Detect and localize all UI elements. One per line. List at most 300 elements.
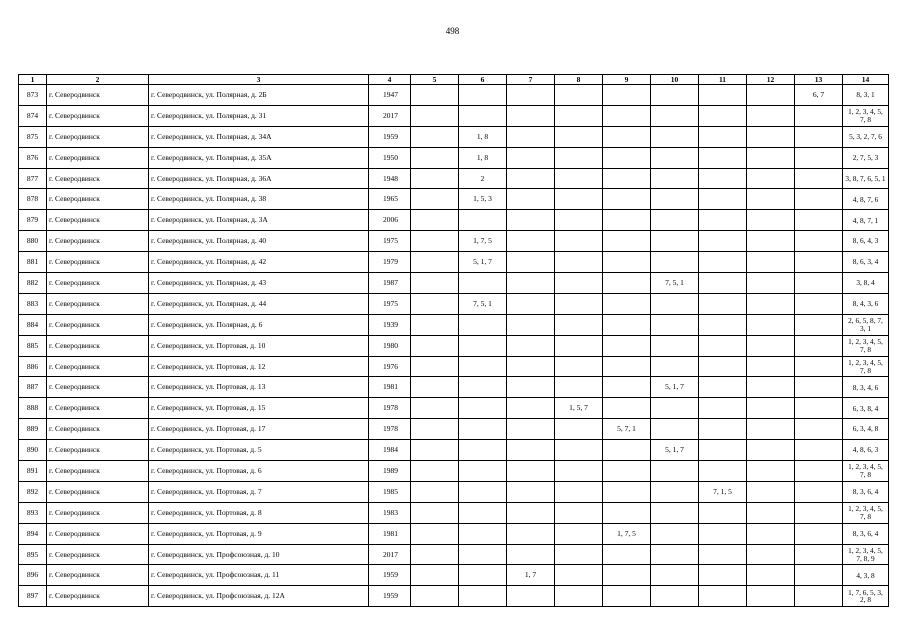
table-cell-col-12 <box>747 252 795 273</box>
table-cell-col-11 <box>699 398 747 419</box>
table-cell-col-6: 1, 7, 5 <box>459 231 507 252</box>
table-cell-col-9 <box>603 147 651 168</box>
table-cell-col-3: г. Северодвинск, ул. Полярная, д. 3А <box>149 210 369 231</box>
table-cell-col-9 <box>603 293 651 314</box>
table-cell-col-2: г. Северодвинск <box>47 502 149 523</box>
table-cell-col-11 <box>699 147 747 168</box>
table-cell-col-6 <box>459 419 507 440</box>
table-cell-col-14: 4, 8, 7, 6 <box>843 189 889 210</box>
table-cell-col-2: г. Северодвинск <box>47 252 149 273</box>
table-cell-col-9 <box>603 189 651 210</box>
table-cell-col-14: 4, 3, 8 <box>843 565 889 586</box>
table-cell-col-7 <box>507 252 555 273</box>
table-cell-col-11 <box>699 126 747 147</box>
table-cell-col-3: г. Северодвинск, ул. Профсоюзная, д. 10 <box>149 544 369 565</box>
table-cell-col-10 <box>651 231 699 252</box>
table-cell-col-10 <box>651 210 699 231</box>
table-cell-col-6 <box>459 398 507 419</box>
table-row <box>19 168 889 189</box>
table-cell-col-7 <box>507 335 555 356</box>
table-cell-col-12 <box>747 85 795 106</box>
table-cell-col-5 <box>411 481 459 502</box>
table-cell-col-11 <box>699 252 747 273</box>
table-cell-col-4: 1976 <box>369 356 411 377</box>
table-header-row <box>19 75 889 85</box>
table-cell-col-3: г. Северодвинск, ул. Портовая, д. 5 <box>149 440 369 461</box>
table-cell-col-1: 882 <box>19 273 47 294</box>
table-cell-col-9 <box>603 273 651 294</box>
table-cell-col-11 <box>699 210 747 231</box>
table-cell-col-5 <box>411 523 459 544</box>
table-cell-col-1: 873 <box>19 85 47 106</box>
table-cell-col-12 <box>747 502 795 523</box>
table-cell-col-1: 888 <box>19 398 47 419</box>
table-cell-col-6 <box>459 210 507 231</box>
table-cell-col-11 <box>699 523 747 544</box>
table-cell-col-3: г. Северодвинск, ул. Портовая, д. 15 <box>149 398 369 419</box>
table-cell-col-3: г. Северодвинск, ул. Портовая, д. 7 <box>149 481 369 502</box>
table-cell-col-13 <box>795 565 843 586</box>
table-cell-col-8 <box>555 544 603 565</box>
table-row <box>19 252 889 273</box>
table-cell-col-8 <box>555 126 603 147</box>
table-cell-col-14: 6, 3, 8, 4 <box>843 398 889 419</box>
table-cell-col-2: г. Северодвинск <box>47 461 149 482</box>
table-cell-col-1: 880 <box>19 231 47 252</box>
table-cell-col-13 <box>795 252 843 273</box>
table-cell-col-7 <box>507 105 555 126</box>
table-cell-col-4: 2006 <box>369 210 411 231</box>
table-cell-col-2: г. Северодвинск <box>47 419 149 440</box>
table-cell-col-4: 1984 <box>369 440 411 461</box>
table-cell-col-11 <box>699 189 747 210</box>
table-cell-col-14: 8, 3, 6, 4 <box>843 523 889 544</box>
column-header-4: 4 <box>369 75 411 85</box>
table-cell-col-9 <box>603 105 651 126</box>
table-cell-col-13 <box>795 273 843 294</box>
table-cell-col-8 <box>555 377 603 398</box>
table-cell-col-2: г. Северодвинск <box>47 105 149 126</box>
table-cell-col-6 <box>459 440 507 461</box>
table-cell-col-11: 7, 1, 5 <box>699 481 747 502</box>
table-row <box>19 189 889 210</box>
table-cell-col-8 <box>555 461 603 482</box>
table-cell-col-4: 1959 <box>369 565 411 586</box>
table-cell-col-5 <box>411 544 459 565</box>
table-cell-col-9 <box>603 544 651 565</box>
table-cell-col-14: 4, 8, 7, 1 <box>843 210 889 231</box>
table-cell-col-10: 5, 1, 7 <box>651 377 699 398</box>
table-cell-col-1: 891 <box>19 461 47 482</box>
table-cell-col-4: 1959 <box>369 126 411 147</box>
table-cell-col-13 <box>795 481 843 502</box>
table-cell-col-11 <box>699 356 747 377</box>
table-cell-col-13 <box>795 544 843 565</box>
table-cell-col-9 <box>603 398 651 419</box>
table-cell-col-3: г. Северодвинск, ул. Полярная, д. 42 <box>149 252 369 273</box>
table-cell-col-6: 1, 8 <box>459 126 507 147</box>
table-cell-col-2: г. Северодвинск <box>47 377 149 398</box>
table-cell-col-9 <box>603 126 651 147</box>
table-body <box>19 85 889 607</box>
table-cell-col-1: 876 <box>19 147 47 168</box>
table-cell-col-6 <box>459 105 507 126</box>
table-cell-col-10 <box>651 189 699 210</box>
table-cell-col-14: 3, 8, 7, 6, 5, 1 <box>843 168 889 189</box>
table-cell-col-2: г. Северодвинск <box>47 440 149 461</box>
table-cell-col-8 <box>555 231 603 252</box>
table-cell-col-10 <box>651 314 699 335</box>
column-header-11: 11 <box>699 75 747 85</box>
table-cell-col-11 <box>699 377 747 398</box>
table-cell-col-4: 1987 <box>369 273 411 294</box>
table-cell-col-12 <box>747 147 795 168</box>
table-cell-col-8 <box>555 210 603 231</box>
table-cell-col-12 <box>747 377 795 398</box>
table-cell-col-6 <box>459 523 507 544</box>
table-cell-col-10 <box>651 565 699 586</box>
table-cell-col-7 <box>507 502 555 523</box>
table-cell-col-9 <box>603 210 651 231</box>
table-cell-col-13 <box>795 314 843 335</box>
table-cell-col-6: 1, 8 <box>459 147 507 168</box>
column-header-8: 8 <box>555 75 603 85</box>
table-cell-col-11 <box>699 461 747 482</box>
table-cell-col-5 <box>411 293 459 314</box>
table-cell-col-2: г. Северодвинск <box>47 481 149 502</box>
table-cell-col-3: г. Северодвинск, ул. Профсоюзная, д. 12А <box>149 586 369 607</box>
table-cell-col-7 <box>507 273 555 294</box>
table-cell-col-12 <box>747 565 795 586</box>
table-cell-col-10 <box>651 293 699 314</box>
table-cell-col-6 <box>459 335 507 356</box>
table-cell-col-11 <box>699 105 747 126</box>
table-cell-col-4: 1948 <box>369 168 411 189</box>
table-cell-col-5 <box>411 586 459 607</box>
table-row <box>19 314 889 335</box>
table-cell-col-6 <box>459 314 507 335</box>
table-cell-col-14: 8, 6, 4, 3 <box>843 231 889 252</box>
column-header-12: 12 <box>747 75 795 85</box>
table-cell-col-13 <box>795 586 843 607</box>
table-cell-col-9 <box>603 85 651 106</box>
table-cell-col-12 <box>747 544 795 565</box>
table-cell-col-3: г. Северодвинск, ул. Полярная, д. 44 <box>149 293 369 314</box>
table-cell-col-4: 1947 <box>369 85 411 106</box>
column-header-3: 3 <box>149 75 369 85</box>
table-cell-col-8 <box>555 293 603 314</box>
table-row <box>19 523 889 544</box>
table-cell-col-10 <box>651 252 699 273</box>
table-cell-col-10 <box>651 105 699 126</box>
table-cell-col-5 <box>411 231 459 252</box>
table-cell-col-6: 5, 1, 7 <box>459 252 507 273</box>
table-cell-col-13 <box>795 523 843 544</box>
table-cell-col-8 <box>555 481 603 502</box>
table-cell-col-6 <box>459 502 507 523</box>
table-row <box>19 377 889 398</box>
table-cell-col-11 <box>699 419 747 440</box>
table-cell-col-4: 1975 <box>369 293 411 314</box>
table-cell-col-6 <box>459 461 507 482</box>
table-cell-col-7 <box>507 356 555 377</box>
table-cell-col-1: 877 <box>19 168 47 189</box>
table-cell-col-11 <box>699 565 747 586</box>
table-row <box>19 544 889 565</box>
table-row <box>19 210 889 231</box>
table-cell-col-13 <box>795 356 843 377</box>
table-cell-col-14: 2, 6, 5, 8, 7, 3, 1 <box>843 314 889 335</box>
table-cell-col-5 <box>411 85 459 106</box>
table-row <box>19 335 889 356</box>
table-cell-col-4: 1979 <box>369 252 411 273</box>
table-cell-col-2: г. Северодвинск <box>47 147 149 168</box>
table-cell-col-14: 1, 7, 6, 5, 3, 2, 8 <box>843 586 889 607</box>
table-cell-col-4: 1981 <box>369 523 411 544</box>
table-cell-col-11 <box>699 273 747 294</box>
table-cell-col-7 <box>507 126 555 147</box>
table-cell-col-4: 1980 <box>369 335 411 356</box>
table-cell-col-11 <box>699 231 747 252</box>
table-cell-col-1: 896 <box>19 565 47 586</box>
table-cell-col-8: 1, 5, 7 <box>555 398 603 419</box>
table-cell-col-1: 895 <box>19 544 47 565</box>
table-cell-col-1: 878 <box>19 189 47 210</box>
table-cell-col-9: 5, 7, 1 <box>603 419 651 440</box>
table-cell-col-7 <box>507 544 555 565</box>
table-cell-col-14: 8, 6, 3, 4 <box>843 252 889 273</box>
table-cell-col-7 <box>507 314 555 335</box>
table-cell-col-7 <box>507 461 555 482</box>
table-cell-col-2: г. Северодвинск <box>47 168 149 189</box>
table-cell-col-11 <box>699 586 747 607</box>
table-cell-col-12 <box>747 356 795 377</box>
table-cell-col-11 <box>699 440 747 461</box>
table-cell-col-12 <box>747 105 795 126</box>
table-cell-col-10 <box>651 168 699 189</box>
table-cell-col-7 <box>507 85 555 106</box>
table-cell-col-7 <box>507 189 555 210</box>
table-cell-col-2: г. Северодвинск <box>47 314 149 335</box>
table-cell-col-10 <box>651 147 699 168</box>
table-cell-col-7 <box>507 147 555 168</box>
table-cell-col-3: г. Северодвинск, ул. Полярная, д. 31 <box>149 105 369 126</box>
table-cell-col-1: 892 <box>19 481 47 502</box>
table-cell-col-7: 1, 7 <box>507 565 555 586</box>
table-cell-col-13 <box>795 105 843 126</box>
table-cell-col-14: 8, 3, 1 <box>843 85 889 106</box>
table-cell-col-8 <box>555 419 603 440</box>
table-cell-col-9 <box>603 356 651 377</box>
table-cell-col-2: г. Северодвинск <box>47 231 149 252</box>
table-cell-col-13 <box>795 210 843 231</box>
table-cell-col-2: г. Северодвинск <box>47 85 149 106</box>
table-cell-col-14: 8, 3, 4, 6 <box>843 377 889 398</box>
table-cell-col-6 <box>459 544 507 565</box>
table-cell-col-8 <box>555 440 603 461</box>
table-cell-col-1: 884 <box>19 314 47 335</box>
table-cell-col-3: г. Северодвинск, ул. Полярная, д. 6 <box>149 314 369 335</box>
table-cell-col-12 <box>747 126 795 147</box>
table-cell-col-13 <box>795 335 843 356</box>
table-cell-col-6: 1, 5, 3 <box>459 189 507 210</box>
table-cell-col-13 <box>795 419 843 440</box>
table-cell-col-5 <box>411 168 459 189</box>
table-cell-col-12 <box>747 189 795 210</box>
table-cell-col-1: 883 <box>19 293 47 314</box>
table-cell-col-12 <box>747 523 795 544</box>
table-cell-col-1: 874 <box>19 105 47 126</box>
table-cell-col-10 <box>651 461 699 482</box>
table-cell-col-6 <box>459 85 507 106</box>
table-cell-col-2: г. Северодвинск <box>47 335 149 356</box>
table-cell-col-11 <box>699 335 747 356</box>
column-header-14: 14 <box>843 75 889 85</box>
table-cell-col-13 <box>795 502 843 523</box>
housing-table <box>18 74 889 607</box>
table-cell-col-14: 4, 8, 6, 3 <box>843 440 889 461</box>
table-cell-col-10 <box>651 586 699 607</box>
table-cell-col-6 <box>459 356 507 377</box>
table-row <box>19 565 889 586</box>
table-cell-col-4: 1983 <box>369 502 411 523</box>
table-cell-col-4: 1959 <box>369 586 411 607</box>
table-cell-col-9 <box>603 377 651 398</box>
table-cell-col-7 <box>507 377 555 398</box>
table-cell-col-9 <box>603 252 651 273</box>
table-cell-col-9: 1, 7, 5 <box>603 523 651 544</box>
column-header-13: 13 <box>795 75 843 85</box>
table-row <box>19 502 889 523</box>
table-cell-col-9 <box>603 565 651 586</box>
table-cell-col-5 <box>411 189 459 210</box>
table-row <box>19 126 889 147</box>
table-cell-col-13 <box>795 126 843 147</box>
table-cell-col-10 <box>651 398 699 419</box>
table-cell-col-14: 8, 4, 3, 6 <box>843 293 889 314</box>
table-cell-col-3: г. Северодвинск, ул. Портовая, д. 17 <box>149 419 369 440</box>
table-row <box>19 356 889 377</box>
table-cell-col-6 <box>459 481 507 502</box>
table-cell-col-8 <box>555 314 603 335</box>
table-cell-col-8 <box>555 273 603 294</box>
table-cell-col-10 <box>651 126 699 147</box>
table-cell-col-5 <box>411 461 459 482</box>
column-header-2: 2 <box>47 75 149 85</box>
table-cell-col-3: г. Северодвинск, ул. Портовая, д. 10 <box>149 335 369 356</box>
page-number: 498 <box>445 26 460 36</box>
table-cell-col-1: 885 <box>19 335 47 356</box>
table-row <box>19 293 889 314</box>
column-header-6: 6 <box>459 75 507 85</box>
table-cell-col-14: 6, 3, 4, 8 <box>843 419 889 440</box>
table-cell-col-3: г. Северодвинск, ул. Полярная, д. 36А <box>149 168 369 189</box>
table-cell-col-12 <box>747 293 795 314</box>
table-row <box>19 231 889 252</box>
table-cell-col-3: г. Северодвинск, ул. Полярная, д. 40 <box>149 231 369 252</box>
table-cell-col-2: г. Северодвинск <box>47 189 149 210</box>
table-cell-col-2: г. Северодвинск <box>47 565 149 586</box>
table-cell-col-9 <box>603 168 651 189</box>
table-cell-col-1: 894 <box>19 523 47 544</box>
table-cell-col-5 <box>411 419 459 440</box>
table-cell-col-10 <box>651 502 699 523</box>
table-cell-col-12 <box>747 398 795 419</box>
column-header-7: 7 <box>507 75 555 85</box>
table-cell-col-13 <box>795 293 843 314</box>
table-cell-col-8 <box>555 189 603 210</box>
table-cell-col-8 <box>555 168 603 189</box>
table-cell-col-9 <box>603 461 651 482</box>
table-cell-col-14: 3, 8, 4 <box>843 273 889 294</box>
table-row <box>19 586 889 607</box>
table-cell-col-12 <box>747 440 795 461</box>
table-cell-col-7 <box>507 419 555 440</box>
table-cell-col-14: 1, 2, 3, 4, 5, 7, 8 <box>843 356 889 377</box>
table-cell-col-8 <box>555 356 603 377</box>
table-cell-col-2: г. Северодвинск <box>47 544 149 565</box>
table-cell-col-8 <box>555 523 603 544</box>
table-cell-col-14: 8, 3, 6, 4 <box>843 481 889 502</box>
table-cell-col-3: г. Северодвинск, ул. Портовая, д. 13 <box>149 377 369 398</box>
table-cell-col-1: 889 <box>19 419 47 440</box>
column-header-5: 5 <box>411 75 459 85</box>
table-cell-col-14: 1, 2, 3, 4, 5, 7, 8, 9 <box>843 544 889 565</box>
table-cell-col-4: 1978 <box>369 419 411 440</box>
table-cell-col-12 <box>747 168 795 189</box>
table-cell-col-2: г. Северодвинск <box>47 273 149 294</box>
table-cell-col-11 <box>699 85 747 106</box>
table-cell-col-13 <box>795 189 843 210</box>
table-cell-col-12 <box>747 461 795 482</box>
column-header-9: 9 <box>603 75 651 85</box>
table-cell-col-10 <box>651 523 699 544</box>
table-cell-col-4: 1981 <box>369 377 411 398</box>
table-cell-col-13 <box>795 461 843 482</box>
table-cell-col-8 <box>555 105 603 126</box>
table-cell-col-5 <box>411 126 459 147</box>
table-cell-col-4: 1939 <box>369 314 411 335</box>
table-cell-col-5 <box>411 565 459 586</box>
table-cell-col-10 <box>651 544 699 565</box>
table-cell-col-14: 5, 3, 2, 7, 6 <box>843 126 889 147</box>
table-cell-col-5 <box>411 335 459 356</box>
table-cell-col-3: г. Северодвинск, ул. Полярная, д. 2Б <box>149 85 369 106</box>
table-cell-col-14: 1, 2, 3, 4, 5, 7, 8 <box>843 461 889 482</box>
table-cell-col-11 <box>699 293 747 314</box>
table-cell-col-8 <box>555 502 603 523</box>
table-cell-col-13: 6, 7 <box>795 85 843 106</box>
table-cell-col-1: 887 <box>19 377 47 398</box>
table-cell-col-5 <box>411 440 459 461</box>
table-cell-col-1: 879 <box>19 210 47 231</box>
table-cell-col-13 <box>795 168 843 189</box>
table-row <box>19 419 889 440</box>
table-cell-col-14: 2, 7, 5, 3 <box>843 147 889 168</box>
table-cell-col-5 <box>411 273 459 294</box>
table-cell-col-14: 1, 2, 3, 4, 5, 7, 8 <box>843 335 889 356</box>
table-cell-col-12 <box>747 314 795 335</box>
table-cell-col-14: 1, 2, 3, 4, 5, 7, 8 <box>843 502 889 523</box>
table-cell-col-7 <box>507 293 555 314</box>
table-cell-col-8 <box>555 586 603 607</box>
table-cell-col-6 <box>459 377 507 398</box>
table-cell-col-3: г. Северодвинск, ул. Полярная, д. 38 <box>149 189 369 210</box>
table-cell-col-12 <box>747 231 795 252</box>
table-cell-col-4: 2017 <box>369 105 411 126</box>
table-cell-col-4: 1975 <box>369 231 411 252</box>
table-cell-col-11 <box>699 544 747 565</box>
